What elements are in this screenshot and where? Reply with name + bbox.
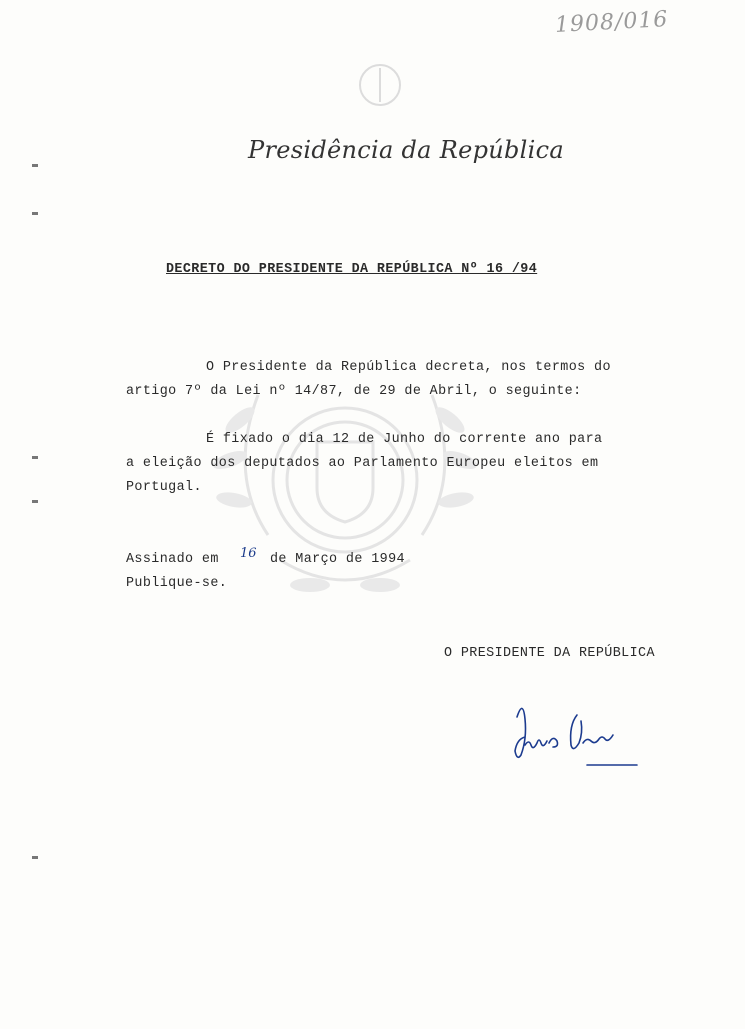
edge-mark: [32, 212, 38, 215]
signature-label: O PRESIDENTE DA REPÚBLICA: [444, 646, 655, 661]
institution-header: Presidência da República: [248, 136, 564, 164]
archive-reference: 1908/016: [554, 7, 669, 38]
article-line: a eleição dos deputados ao Parlamento Europeu eleitos em: [126, 456, 599, 471]
handwritten-day: 16: [240, 546, 257, 561]
article-line: Portugal.: [126, 480, 202, 495]
article-line: É fixado o dia 12 de Junho do corrente ano para: [206, 432, 603, 447]
intro-line: O Presidente da República decreta, nos termos do: [206, 360, 611, 375]
signed-suffix: de Março de 1994: [270, 552, 405, 567]
stamp-mark: [355, 60, 405, 110]
decree-title: DECRETO DO PRESIDENTE DA REPÚBLICA Nº 16 /94: [166, 262, 538, 277]
edge-mark: [32, 456, 38, 459]
signed-prefix: Assinado em: [126, 552, 219, 567]
handwritten-signature: [505, 695, 645, 775]
intro-line: artigo 7º da Lei nº 14/87, de 29 de Abril, o seguinte:: [126, 384, 582, 399]
edge-mark: [32, 164, 38, 167]
edge-mark: [32, 500, 38, 503]
edge-mark: [32, 856, 38, 859]
publish-line: Publique-se.: [126, 576, 228, 591]
